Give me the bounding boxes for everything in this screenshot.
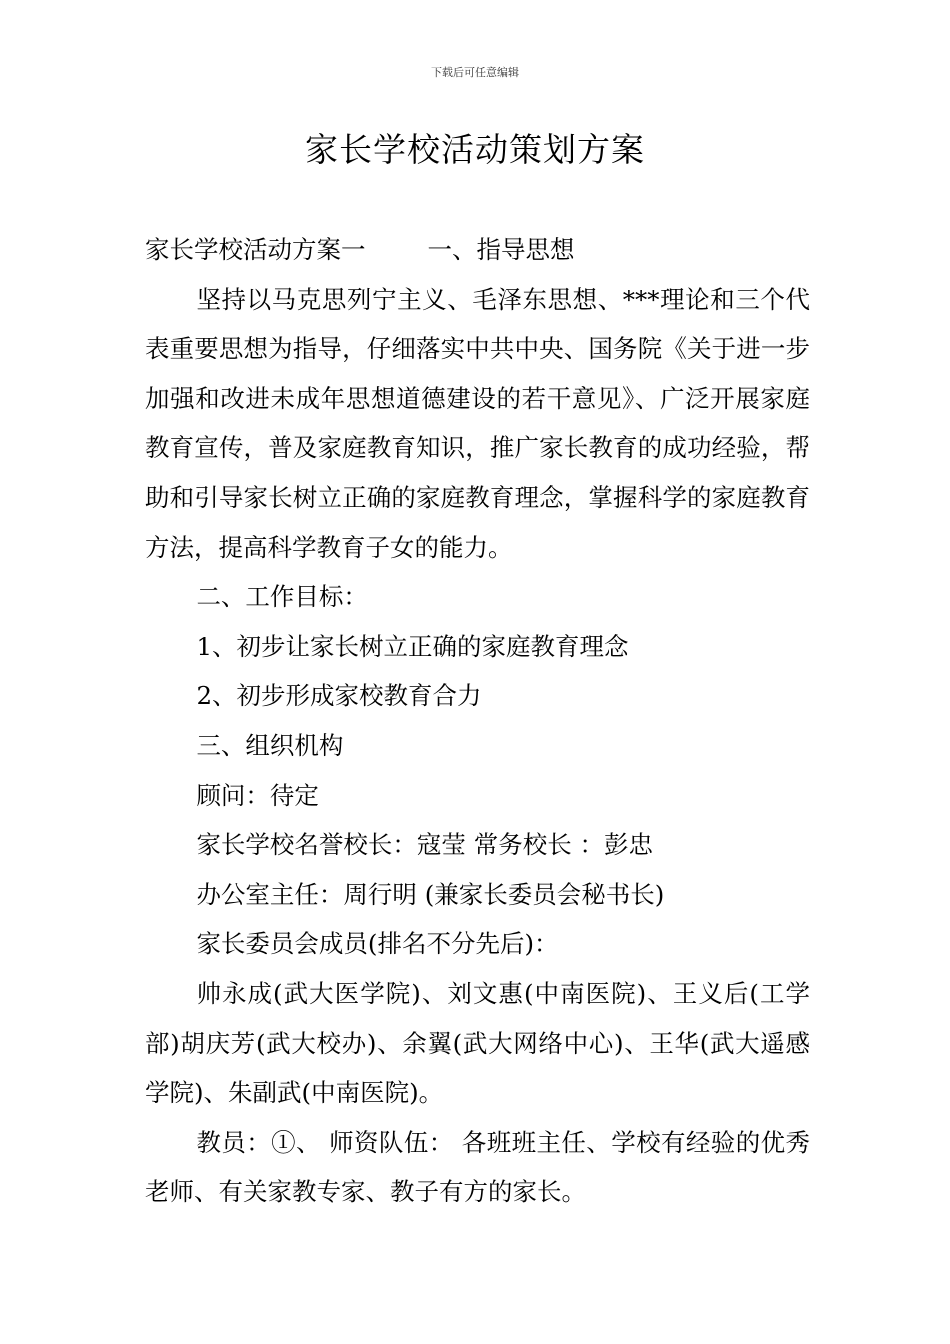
section-label: 家长学校活动方案一 <box>145 235 366 264</box>
advisor-line: 顾问：待定 <box>196 780 319 810</box>
document-body <box>145 225 810 1217</box>
header-note: 下载后可任意编辑 <box>431 66 519 79</box>
goal-item-1: 1、初步让家长树立正确的家庭教育理念 <box>196 631 629 661</box>
office-director-line: 办公室主任：周行明 (兼家长委员会秘书长) <box>196 879 665 909</box>
principal-line: 家长学校名誉校长：寇莹 常务校长 ：彭忠 <box>196 830 654 860</box>
document-title: 家长学校活动策划方案 <box>305 130 645 169</box>
goal-item-2: 2、初步形成家校教育合力 <box>196 681 482 711</box>
heading-work-goals: 二、工作目标： <box>196 582 368 612</box>
heading-organization: 三、组织机构 <box>196 730 344 760</box>
paragraph-guiding-thought: 坚持以马克思列宁主义、毛泽东思想、***理论和三个代表重要思想为指导，仔细落实中共中央、国务院《关于进一步加强和改进未成年思想道德建设的若干意见》、广泛开展家庭教育宣传，普及家庭教育知识，推广家长教育的成功经验，帮助和引导家长树立正确的家庭教育理念，掌握科学的家庭教育方法，提高科学教育子女的能力。 <box>145 284 810 562</box>
committee-members: 帅永成(武大医学院)、刘文惠(中南医院)、王义后(工学部)胡庆芳(武大校办)、余翼(武大网络中心)、王华(武大遥感学院)、朱副武(中南医院)。 <box>145 978 810 1108</box>
teachers-line: 教员：①、 师资队伍： 各班班主任、学校有经验的优秀老师、有关家教专家、教子有方的家长。 <box>145 1127 810 1207</box>
section-line <box>145 225 810 275</box>
committee-heading: 家长委员会成员(排名不分先后)： <box>196 929 559 959</box>
section-heading: 一、指导思想 <box>427 235 575 264</box>
